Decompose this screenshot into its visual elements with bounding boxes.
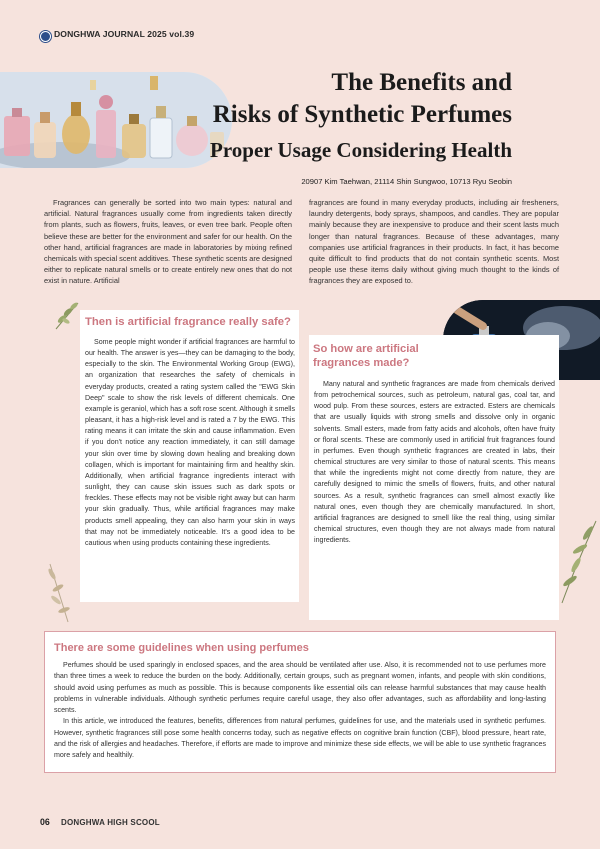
footer-school: DONGHWA HIGH SCOOL [61, 818, 160, 827]
journal-logo-icon [40, 31, 51, 42]
leaf-branch-icon [556, 515, 600, 605]
section-artificial-safety [80, 310, 299, 602]
leaf-branch-icon [38, 560, 78, 624]
section-heading: Then is artificial fragrance really safe? [85, 316, 291, 328]
intro-column-2: fragrances are found in many everyday products, including air fresheners, laundry detergents, body sprays, shampoos, and candles. They are popular mainly because they are inexpensive to produce and their scent lasts much longer than natural fragrances. Because of these advantages, many companies use artificial fragrances in their products. In fact, it has become quite difficult to find products that do not contain synthetic scents. Most people use these items daily without giving much thought to the kinds of fragrances they are exposed to. [309, 198, 559, 286]
title-line-1: The Benefits and [331, 69, 512, 96]
perfume-bottles-photo [0, 72, 232, 168]
paragraph: In this article, we introduced the features, benefits, differences from natural perfumes, guidelines for use, and the materials used in synthetic perfumes. However, synthetic fragrances still pose some health concerns today, such as negative effects on cognitive brain function (CBF), blood pressure, heart rate, and the risk of allergies and headaches. Therefore, if efforts are made to improve and minimize these side effects, we will be able to use synthetic fragrances more safely and healthily. [54, 717, 546, 760]
section-heading: So how are artificial fragrances made? [313, 343, 419, 369]
section-how-made [309, 335, 559, 620]
paragraph: Perfumes should be used sparingly in enclosed spaces, and the area should be ventilated after use. Also, it is recommended not to use perfumes more than three times a week to reduce the burden on the body. Additionally, certain groups, such as pregnant women, infants, and people with skin conditions, should avoid using perfumes as much as possible. This is because components like essential oils can release harmful substances that may cause health problems in vulnerable individuals. Although synthetic perfumes require careful usage, they also offer advantages, such as affordability and long-lasting scents. [54, 661, 546, 715]
journal-header: DONGHWA JOURNAL 2025 vol.39 [54, 29, 195, 39]
section-heading: There are some guidelines when using perfumes [54, 642, 309, 654]
page-number: 06 [40, 817, 50, 827]
leaf-sprig-icon [52, 299, 82, 331]
section-body: Some people might wonder if artificial fragrances are harmful to our health. The answer is yes—they can be damaging to the body, especially to the skin. The Environmental Working Group (EWG), an organization that researches the safety of chemicals in everyday products, created a rating system called the "EWG Skin Deep" scale to show the risk levels of different chemicals. One example is geraniol, which has a soft rose scent. Although it smells pleasant, it has a high-risk level and is rated a 7 by the EWG. This rating means it can irritate the skin and cause inflammation. Even if you don't notice any reaction immediately, it can still damage your skin over time by slowing down healing and breaking down collagen, which is important for maintaining firm and healthy skin. Additionally, when artificial fragrance ingredients interact with sunlight, they can cause skin issues such as dark spots or freckles. These effects may not be visible right away but can harm your skin gradually. Thus, while artificial fragrances may make products smell appealing, they can also harm your skin in ways that may not be immediately noticeable. It's a good idea to be cautious when using products containing these ingredients. [85, 338, 295, 547]
section-body: Many natural and synthetic fragrances are made from chemicals derived from petrochemical sources, such as petroleum, natural gas, coal tar, and wood pulp. From these sources, esters are extracted. Esters are chemicals that are usually liquids with strong smells and dissolve only in organic solvents. Small esters, made from fatty acids and alcohols, often have fruity or floral scents. These are commonly used in artificial fruit fragrances found in perfumes. Even though synthetic fragrances are created in labs, their chemical structures are very similar to those of natural scents. This means that while the ingredients might not come directly from nature, they are carefully designed to mimic the smells of flowers, fruits, and other natural sources. As a result, synthetic fragrances can smell almost exactly like natural ones, even though they are chemically manufactured. In short, artificial fragrances are designed to smell like the real thing, using similar chemical structures, even though they are not always made from natural ingredients. [314, 380, 555, 545]
authors: 20907 Kim Taehwan, 21114 Shin Sungwoo, 10713 Ryu Seobin [301, 177, 512, 186]
intro-column-1: Fragrances can generally be sorted into two main types: natural and artificial. Natural fragrances usually come from ingredients taken directly from plants, such as flowers, fruits, leaves, or even tree bark. People often believe these are better for the environment and safer for our health. On the other hand, artificial fragrances are made in laboratories by mixing refined chemicals with special scent additives. These synthetic scents are designed either to replicate natural smells or to create entirely new ones that do not exist in nature. Artificial [44, 198, 292, 286]
section-guidelines [44, 631, 556, 773]
title-line-2: Risks of Synthetic Perfumes [212, 101, 512, 128]
subtitle: Proper Usage Considering Health [210, 138, 512, 162]
section-body [54, 660, 546, 762]
